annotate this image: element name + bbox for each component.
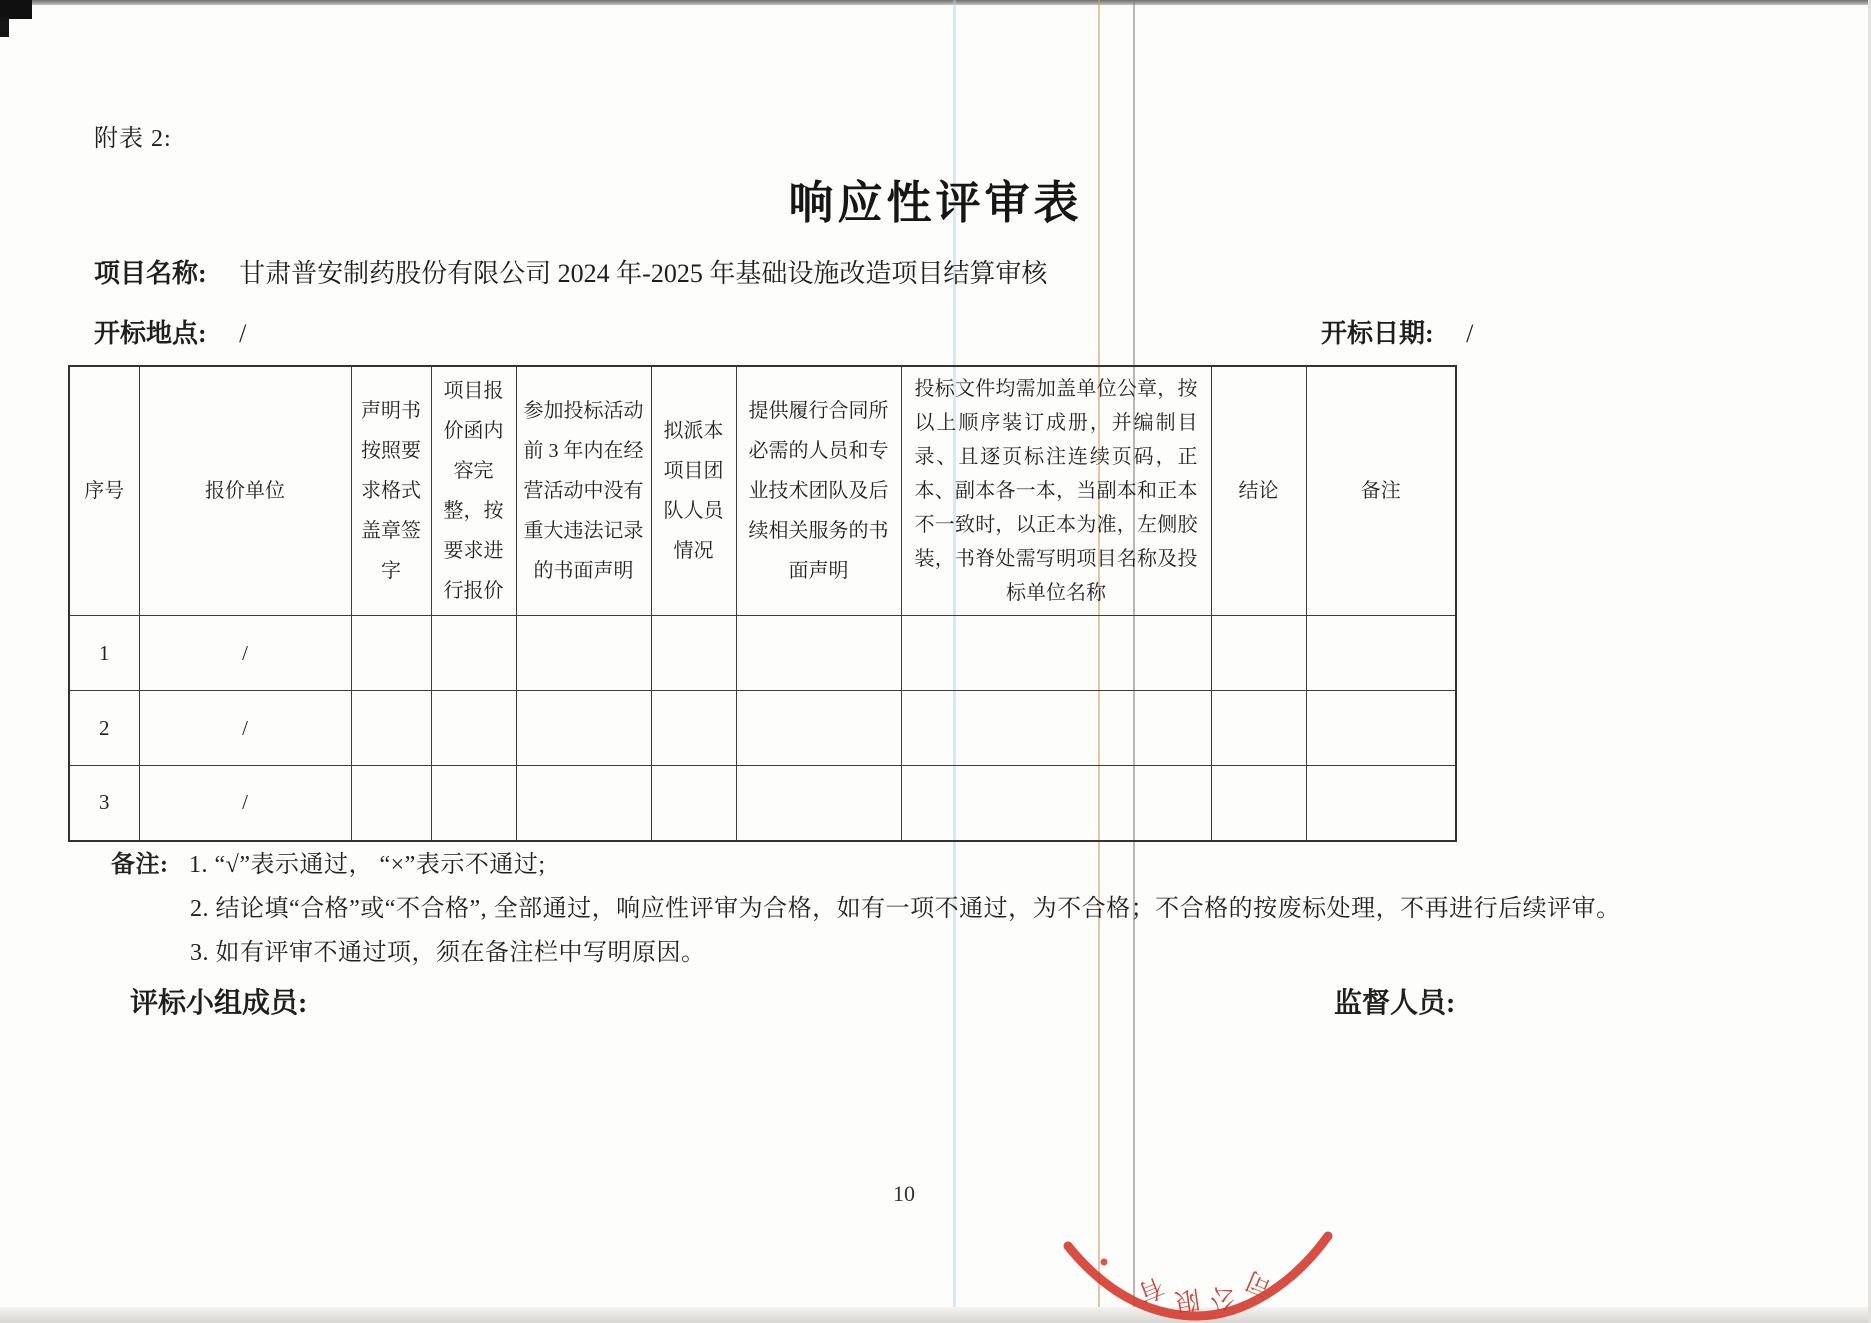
cell-seq: 1	[69, 616, 139, 691]
note-item-2: 2. 结论填“合格”或“不合格”, 全部通过，响应性评审为合格，如有一项不通过，为不合格；不合格的按废标处理，不再进行后续评审。	[190, 896, 1621, 922]
project-name-line	[94, 253, 1047, 290]
note-item-3: 3. 如有评审不通过项，须在备注栏中写明原因。	[190, 940, 706, 966]
column-header-conclusion: 结论	[1211, 366, 1306, 616]
seal-char: 限	[1172, 1284, 1202, 1315]
column-header-remarks: 备注	[1306, 366, 1456, 616]
bid-location-value: /	[239, 319, 247, 348]
cell-bidder: /	[139, 616, 351, 691]
seal-dot	[1101, 1259, 1108, 1266]
bid-location-line	[94, 313, 246, 350]
page-number: 10	[893, 1181, 915, 1206]
project-name-label: 项目名称:	[94, 259, 207, 288]
responsiveness-review-table	[68, 365, 1457, 842]
cell-seq: 2	[69, 691, 139, 766]
column-header-personnel-statement: 提供履行合同所必需的人员和专业技术团队及后续相关服务的书面声明	[736, 366, 901, 616]
cell-empty	[1306, 616, 1456, 691]
seal-char: 公	[1208, 1282, 1238, 1313]
table-row	[69, 616, 1456, 691]
column-header-bidder: 报价单位	[139, 366, 351, 616]
cell-empty	[736, 766, 901, 841]
note-item-1: 1. “√”表示通过， “×”表示不通过;	[189, 852, 546, 878]
column-header-seq: 序号	[69, 366, 139, 616]
cell-empty	[351, 616, 431, 691]
bid-date-line	[1321, 313, 1473, 350]
attachment-label: 附表 2:	[94, 126, 172, 152]
cell-empty	[736, 691, 901, 766]
cell-empty	[1211, 766, 1306, 841]
scan-edge-top	[0, 0, 1871, 5]
column-header-declaration-sealed: 声明书按照要求格式盖章签字	[351, 366, 431, 616]
scan-edge-bottom	[0, 1307, 1871, 1323]
project-name-value: 甘肃普安制药股份有限公司 2024 年-2025 年基础设施改造项目结算审核	[239, 259, 1048, 288]
company-seal-partial	[1052, 1226, 1342, 1323]
cell-bidder: /	[139, 691, 351, 766]
cell-empty	[1211, 691, 1306, 766]
scan-corner-mark-2	[0, 17, 9, 37]
notes-label: 备注:	[111, 852, 169, 878]
cell-empty	[651, 691, 736, 766]
column-header-binding-requirements: 投标文件均需加盖单位公章，按以上顺序装订成册，并编制目录、且逐页标注连续页码，正本、副本各一本，当副本和正本不一致时，以正本为准，左侧胶装，书脊处需写明项目名称及投标单位名称	[901, 366, 1211, 616]
cell-empty	[431, 691, 516, 766]
cell-empty	[1211, 616, 1306, 691]
cell-empty	[351, 766, 431, 841]
cell-empty	[1306, 691, 1456, 766]
bid-date-label: 开标日期:	[1321, 319, 1434, 348]
table-header-row	[69, 366, 1456, 616]
bid-location-label: 开标地点:	[94, 319, 207, 348]
cell-empty	[736, 616, 901, 691]
cell-empty	[651, 616, 736, 691]
cell-empty	[516, 766, 651, 841]
table-row	[69, 691, 1456, 766]
seal-char: 司	[1242, 1265, 1276, 1301]
cell-empty	[351, 691, 431, 766]
column-header-no-violation: 参加投标活动前 3 年内在经营活动中没有重大违法记录的书面声明	[516, 366, 651, 616]
column-header-project-team: 拟派本项目团队人员情况	[651, 366, 736, 616]
table-row	[69, 766, 1456, 841]
evaluation-team-label: 评标小组成员:	[130, 988, 308, 1019]
cell-empty	[431, 766, 516, 841]
cell-empty	[516, 616, 651, 691]
cell-empty	[516, 691, 651, 766]
cell-empty	[431, 616, 516, 691]
cell-empty	[901, 691, 1211, 766]
supervisor-label: 监督人员:	[1334, 988, 1456, 1019]
seal-char: 有	[1134, 1271, 1168, 1307]
bid-date-value: /	[1466, 319, 1474, 348]
page-title: 响应性评审表	[788, 178, 1083, 228]
notes-block	[111, 844, 1621, 967]
cell-seq: 3	[69, 766, 139, 841]
cell-empty	[1306, 766, 1456, 841]
cell-bidder: /	[139, 766, 351, 841]
cell-empty	[901, 616, 1211, 691]
cell-empty	[651, 766, 736, 841]
column-header-quotation-complete: 项目报价函内容完整，按要求进行报价	[431, 366, 516, 616]
cell-empty	[901, 766, 1211, 841]
